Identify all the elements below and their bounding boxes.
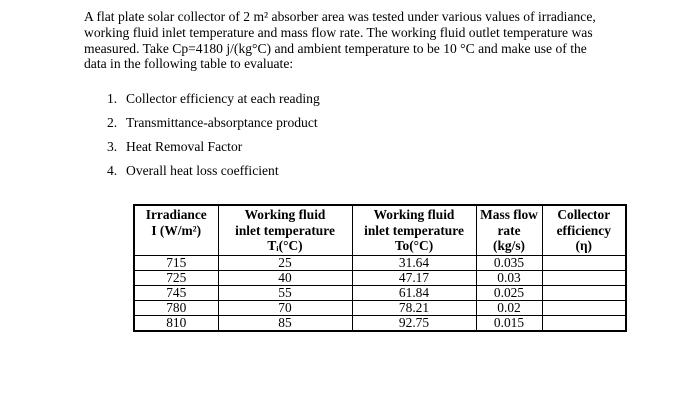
task-number: 1. — [107, 91, 118, 106]
table-cell — [542, 270, 626, 285]
table-cell — [542, 315, 626, 331]
header-line: efficiency — [556, 222, 611, 238]
header-line: Tᵢ(°C) — [267, 238, 303, 253]
table-cell: 92.75 — [352, 315, 476, 331]
table-cell: 810 — [134, 315, 218, 331]
column-header — [542, 205, 626, 255]
problem-line: measured. Take Cp=4180 j/(kg°C) and ambient temperature to be 10 °C and make use of the — [84, 40, 587, 56]
table-cell: 715 — [134, 255, 218, 270]
task-number: 3. — [107, 139, 118, 154]
column-header — [134, 205, 218, 255]
task-text: Collector efficiency at each reading — [126, 91, 320, 106]
task-number: 4. — [107, 163, 118, 178]
table-cell: 745 — [134, 285, 218, 300]
header-line: inlet temperature — [364, 222, 464, 238]
task-item — [107, 115, 318, 131]
task-item — [107, 91, 320, 107]
problem-line: working fluid inlet temperature and mass flow rate. The working fluid outlet temperature was — [84, 24, 593, 40]
problem-statement — [84, 9, 644, 72]
problem-line: A flat plate solar collector of 2 m² absorber area was tested under various values of irradiance, — [84, 9, 596, 24]
table-cell: 780 — [134, 300, 218, 315]
column-header — [476, 205, 542, 255]
table-cell: 725 — [134, 270, 218, 285]
problem-line: data in the following table to evaluate: — [84, 56, 294, 72]
task-number: 2. — [107, 115, 118, 130]
table-row — [134, 255, 626, 270]
table-header-row — [134, 205, 626, 255]
column-header — [352, 205, 476, 255]
table-cell — [542, 285, 626, 300]
table-row — [134, 315, 626, 331]
table-cell: 0.035 — [476, 255, 542, 270]
task-text: Overall heat loss coefficient — [126, 163, 279, 178]
table-row — [134, 300, 626, 315]
table-cell — [542, 300, 626, 315]
header-line: Working fluid — [244, 207, 326, 222]
header-line: rate — [497, 222, 521, 238]
header-line: inlet temperature — [235, 222, 335, 238]
task-text: Transmittance-absorptance product — [126, 115, 318, 130]
table-cell — [542, 255, 626, 270]
task-item — [107, 139, 242, 155]
table-cell: 47.17 — [352, 270, 476, 285]
task-item — [107, 163, 279, 179]
header-line: Collector — [557, 207, 611, 222]
table-cell: 85 — [218, 315, 352, 331]
header-line: Working fluid — [373, 207, 455, 222]
column-header — [218, 205, 352, 255]
data-table — [133, 204, 627, 332]
header-line: (η) — [575, 238, 593, 253]
table-cell: 61.84 — [352, 285, 476, 300]
header-line: To(°C) — [394, 238, 434, 253]
table-cell: 55 — [218, 285, 352, 300]
table-cell: 78.21 — [352, 300, 476, 315]
table-row — [134, 285, 626, 300]
table-cell: 0.015 — [476, 315, 542, 331]
task-text: Heat Removal Factor — [126, 139, 243, 154]
table-cell: 0.025 — [476, 285, 542, 300]
table-cell: 0.02 — [476, 300, 542, 315]
table-cell: 40 — [218, 270, 352, 285]
header-line: Mass flow — [480, 207, 538, 222]
header-line: I (W/m²) — [151, 222, 202, 238]
header-line: Irradiance — [145, 207, 207, 222]
table-cell: 0.03 — [476, 270, 542, 285]
table-cell: 70 — [218, 300, 352, 315]
table-row — [134, 270, 626, 285]
header-line: (kg/s) — [493, 238, 525, 253]
table-cell: 31.64 — [352, 255, 476, 270]
table-cell: 25 — [218, 255, 352, 270]
